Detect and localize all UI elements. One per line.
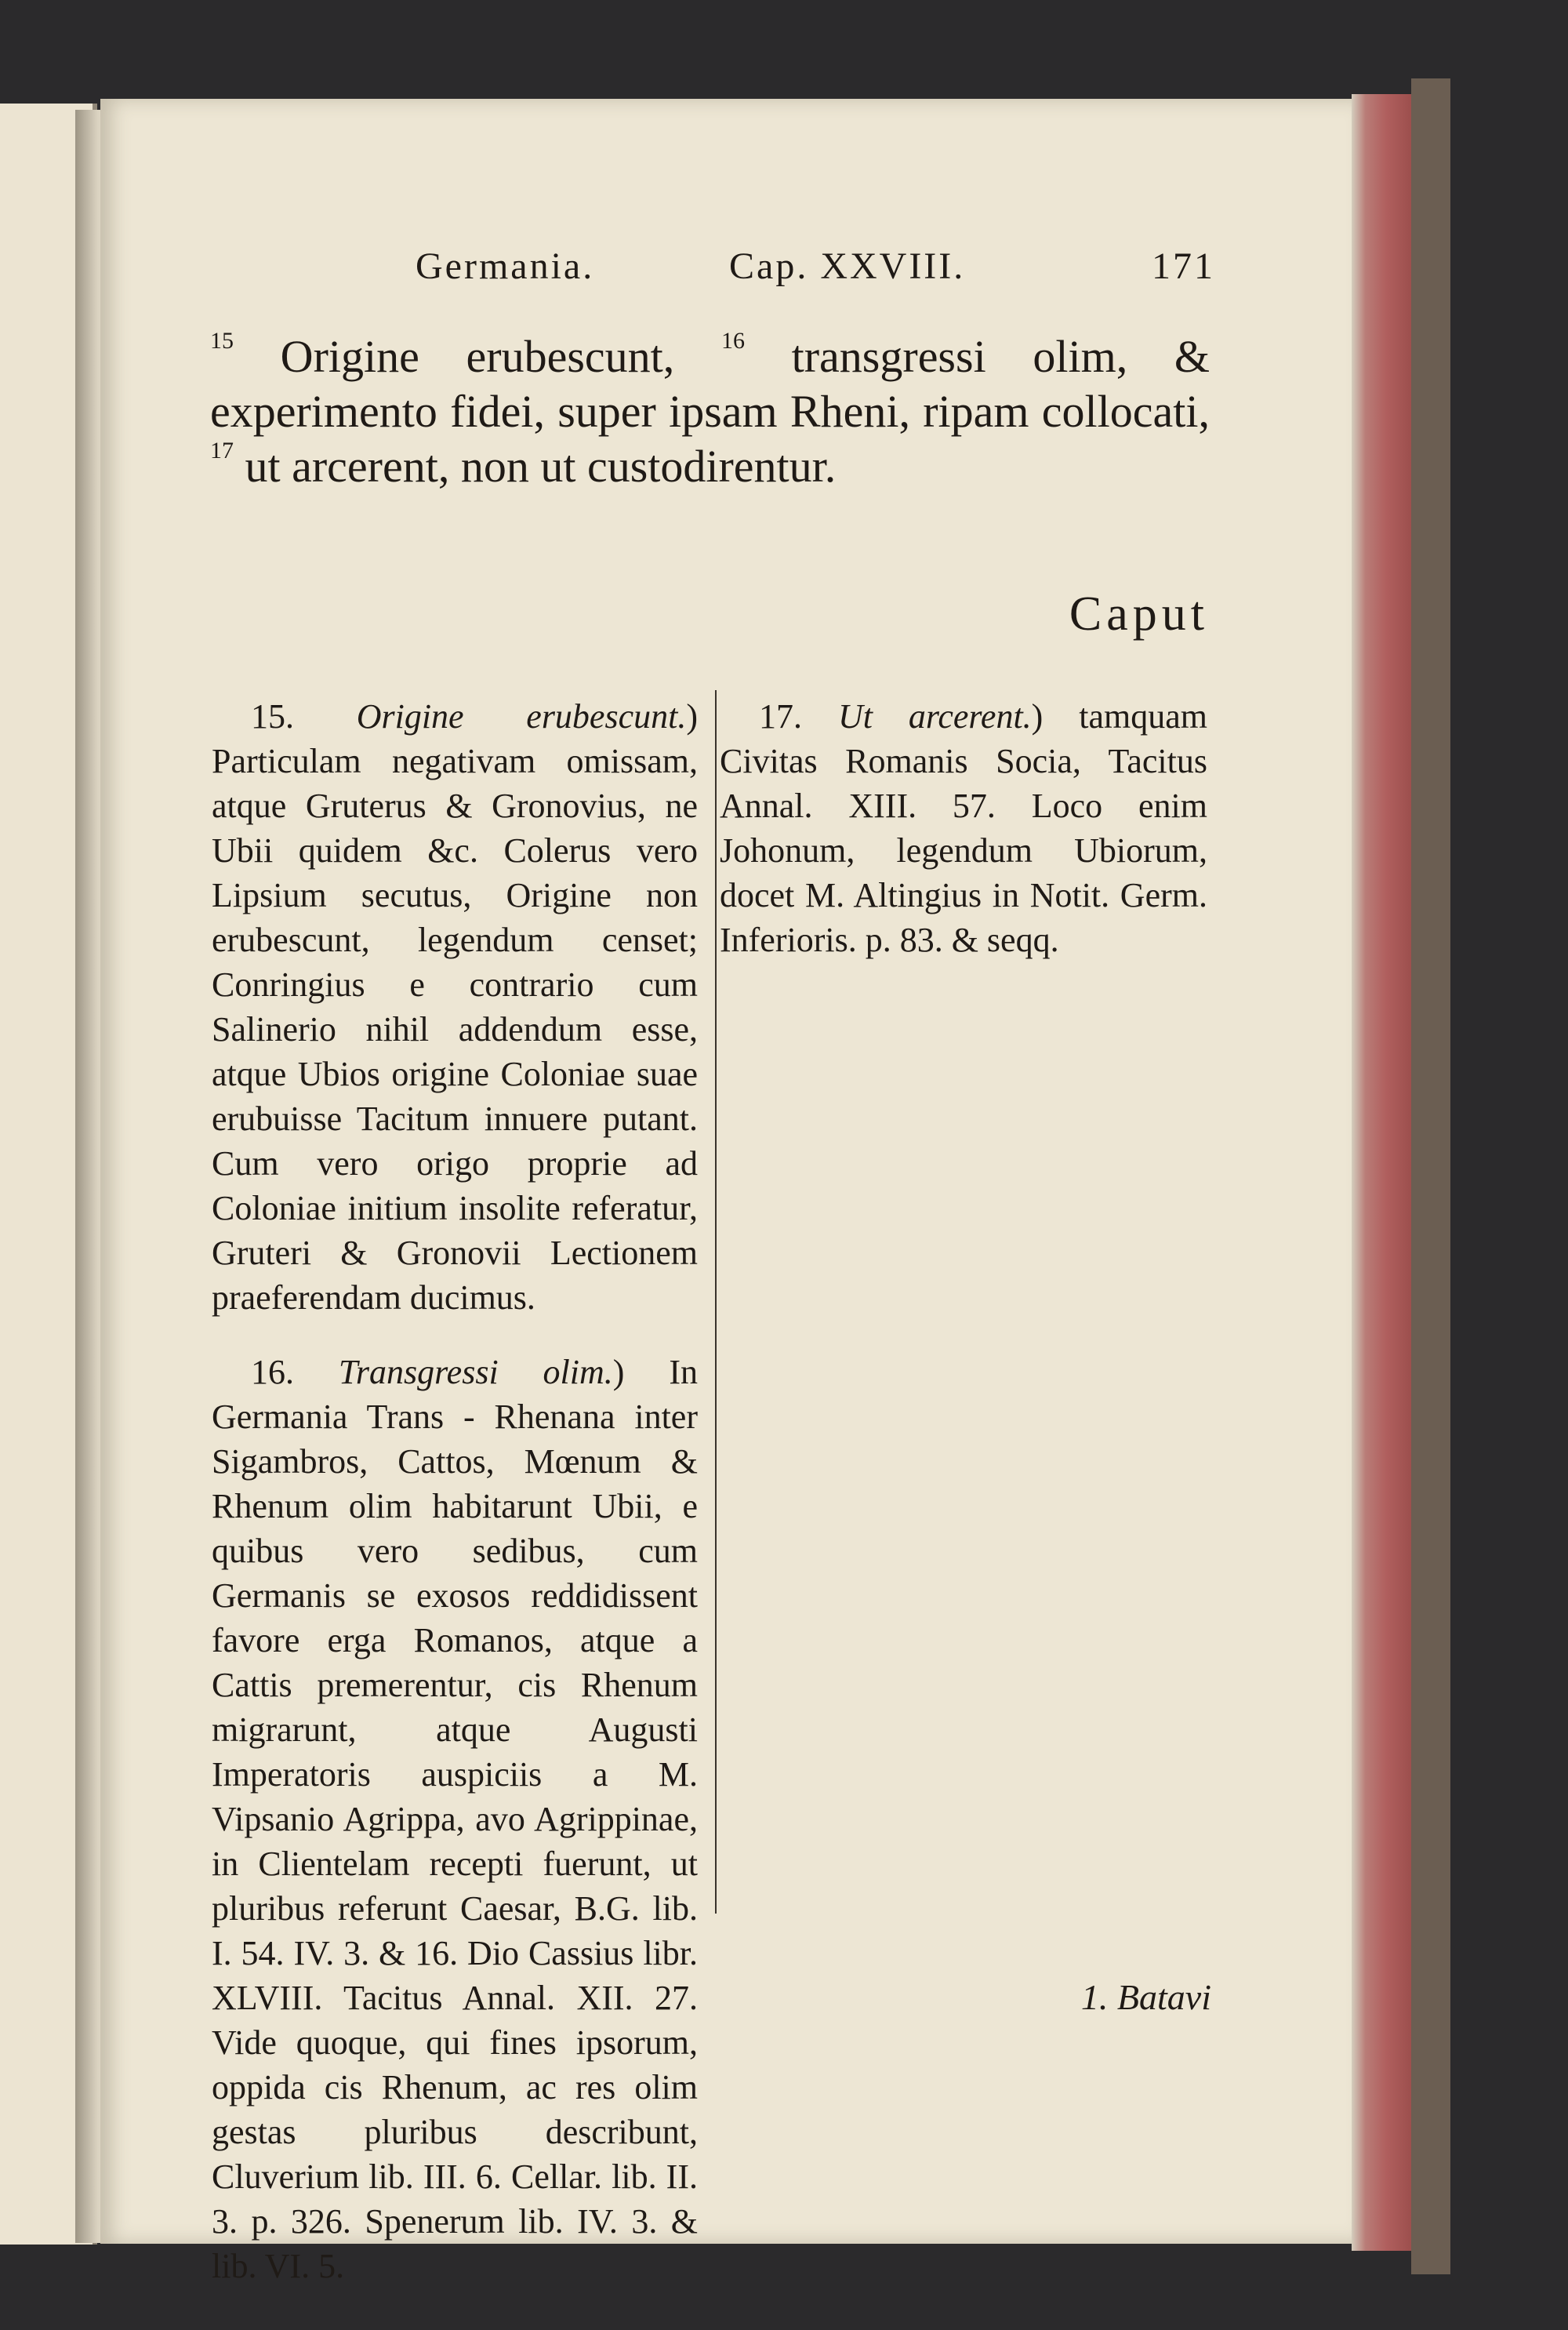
note-15-text: ) Particulam negativam omissam, atque Gruterus & Gronovius, ne Ubii quidem &c. Colerus vero Lipsium secutus, Origine non erubescunt, legendum censet; Conringius e contrario cum Salinerio nihil addendum esse, atque Ubios origine Coloniae suae erubuisse Tacitum innuere putant. Cum vero origo proprie ad Coloniae initium insolite referatur, Gruteri & Gronovii Lectionem praeferendam ducimus. (212, 697, 698, 1317)
note-16 (212, 1350, 698, 2288)
main-text-part-2: transgressi olim, & experimento fidei, super ipsam Rheni, ripam collocati, (210, 331, 1210, 437)
page-edges-red (1352, 94, 1414, 2251)
running-head-chapter: Cap. XXVIII. (729, 245, 966, 287)
main-text-part-3: ut arcerent, non ut custodirentur. (234, 441, 837, 492)
main-text-part-1: Origine erubescunt, (234, 331, 721, 382)
catchword-head: Caput (1069, 587, 1209, 641)
note-16-number: 16. (251, 1353, 294, 1391)
page-number: 171 (1152, 245, 1215, 287)
notes-column-right (720, 694, 1207, 992)
note-16-text: ) In Germania Trans - Rhenana inter Sigambros, Cattos, Mœnum & Rhenum olim habitarunt Ubii, e quibus vero sedibus, cum Germanis se exosos reddidissent favore erga Romanos, atque a Cattis premerentur, cis Rhenum migrarunt, atque Augusti Imperatoris auspiciis a M. Vipsanio Agrippa, avo Agrippinae, in Clientelam recepti fuerunt, ut pluribus referunt Caesar, B.G. lib. I. 54. IV. 3. & 16. Dio Cassius libr. XLVIII. Tacitus Annal. XII. 27. Vide quoque, qui fines ipsorum, oppida cis Rhenum, ac res olim gestas pluribus describunt, Cluverium lib. III. 6. Cellar. lib. II. 3. p. 326. Spenerum lib. IV. 3. & lib. VI. 5. (212, 1353, 698, 2285)
note-ref-15: 15 (210, 328, 234, 354)
main-text (210, 329, 1210, 494)
note-16-lemma: Transgressi olim. (338, 1353, 613, 1391)
note-17 (720, 694, 1207, 962)
running-head-title: Germania. (416, 245, 595, 287)
running-head (416, 245, 1215, 300)
notes-column-left (212, 694, 698, 2318)
note-15 (212, 694, 698, 1320)
column-divider (715, 690, 717, 1914)
note-ref-16: 16 (720, 328, 745, 354)
note-15-lemma: Origine erubescunt. (356, 697, 687, 736)
cover-edge (1411, 78, 1450, 2274)
footer-catchword: 1. Batavi (1080, 1977, 1211, 2017)
note-15-number: 15. (251, 697, 294, 736)
note-17-text: ) tamquam Civitas Romanis Socia, Tacitus Annal. XIII. 57. Loco enim Johonum, legendum Ubiorum, docet M. Altingius in Notit. Germ. Inferioris. p. 83. & seqq. (720, 697, 1207, 959)
note-17-lemma: Ut arcerent. (837, 697, 1032, 736)
note-ref-17: 17 (210, 438, 234, 463)
note-17-number: 17. (759, 697, 802, 736)
